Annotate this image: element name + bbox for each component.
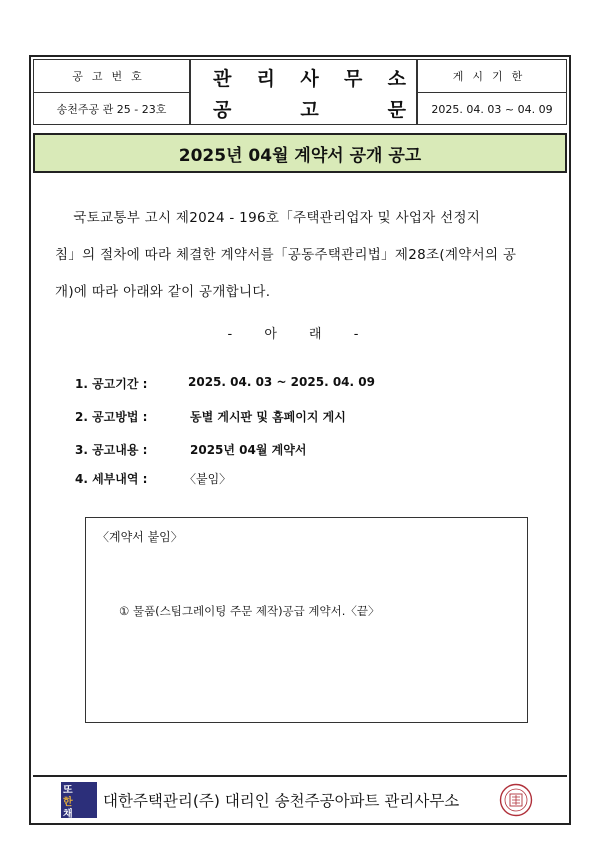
attachment-item: ① 물품(스팀그레이팅 주문 제작)공급 계약서.〈끝〉 xyxy=(119,604,380,618)
header-table xyxy=(33,59,567,125)
title-column xyxy=(189,60,418,124)
item-value: 〈붙임〉 xyxy=(184,472,232,486)
office-title: 관 리 사 무 소 xyxy=(213,67,406,90)
item-value: 2025. 04. 03 ~ 2025. 04. 09 xyxy=(188,375,375,389)
item-label: 4. 세부내역 : xyxy=(75,472,148,486)
body-line: 국토교통부 고시 제2024 - 196호「주택관리업자 및 사업자 선정지 xyxy=(55,210,481,226)
page-title: 2025년 04월 계약서 공개 공고 xyxy=(33,133,567,173)
footer xyxy=(33,775,567,821)
attachment-box xyxy=(85,517,528,723)
notice-number: 송천주공 관 25 - 23호 xyxy=(56,103,167,116)
item-label: 3. 공고내용 : xyxy=(75,443,148,457)
notice-number-label: 공고번호 xyxy=(72,70,151,83)
official-seal-icon xyxy=(499,783,533,817)
item-value: 동별 게시판 및 홈페이지 게시 xyxy=(190,410,346,424)
attachment-title: 〈계약서 붙임〉 xyxy=(97,530,183,544)
posting-period-label: 게시기한 xyxy=(452,70,532,83)
posting-period-column xyxy=(418,60,566,124)
notice-number-column xyxy=(34,60,189,124)
below-heading: - 아 래 - xyxy=(227,327,373,342)
body-paragraph xyxy=(55,200,549,311)
posting-period: 2025. 04. 03 ~ 04. 09 xyxy=(431,102,553,116)
notice-title: 공 고 문 xyxy=(213,98,406,121)
item-label: 1. 공고기간 : xyxy=(75,377,148,391)
body-line: 개)에 따라 아래와 같이 공개합니다. xyxy=(55,284,271,300)
body-line: 침」의 절차에 따라 체결한 계약서를「공동주택관리법」제28조(계약서의 공 xyxy=(55,247,517,263)
company-logo: 또 한 채 xyxy=(61,782,97,818)
footer-text: 대한주택관리(주) 대리인 송천주공아파트 관리사무소 xyxy=(103,792,460,810)
item-value: 2025년 04월 계약서 xyxy=(190,443,307,457)
item-label: 2. 공고방법 : xyxy=(75,410,148,424)
